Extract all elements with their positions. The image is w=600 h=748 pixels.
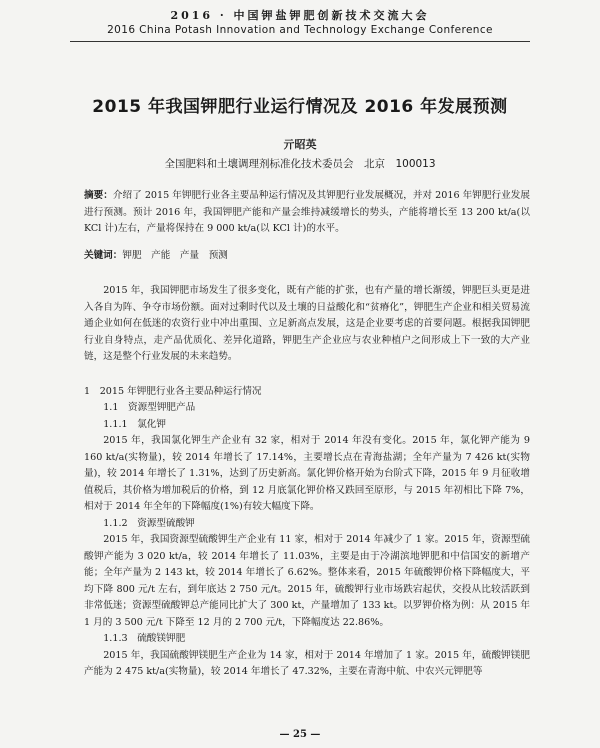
author-affiliation: 全国肥料和土壤调理剂标准化技术委员会 北京 100013 — [164, 158, 436, 170]
paragraph-potassium-chloride: 2015 年，我国氯化钾生产企业有 32 家，相对于 2014 年没有变化。2015 年，氯化钾产能为 9 160 kt/a(实物量)，较 2014 年增长了 17.14%，主要增长点在青海盐湖；全年产量为 7 426 kt(实物量)，较 2014 年增长了 1.31%，达到了历史新高。氯化钾价格开始为台阶式下降，2015 年 9 月征收增值税后，其价格为增加税后的价格，到 12 月底氯化钾价格又跌回至原形，与 2015 年初相比下降 7%，相对于 2014 年全年的下降幅度(1%)有较大幅度下降。 — [84, 435, 530, 512]
page-number: — 25 — — [279, 729, 321, 740]
conference-title-en: 2016 China Potash Innovation and Technology Exchange Conference — [107, 24, 493, 36]
header-divider — [70, 41, 530, 42]
subsection-heading-1-1-3: 1.1.3 硫酸镁钾肥 — [103, 633, 186, 644]
intro-paragraph: 2015 年，我国钾肥市场发生了很多变化，既有产能的扩张，也有产量的增长渐缓，钾肥巨头更是进入各自为阵、争夺市场份额。面对过剩时代以及土壤的日益酸化和“贫瘠化”，钾肥生产企业和相关贸易流通企业如何在低迷的农资行业中冲出重围、立足新高点发展，这是企业要考虑的首要问题。根据我国钾肥行业自身特点，走产品优质化、差异化道路，钾肥生产企业应与农业种植户之间形成上下一致的大产业链，这是整个行业发展的未来趋势。 — [84, 285, 530, 362]
abstract-text: 介绍了 2015 年钾肥行业各主要品种运行情况及其钾肥行业发展概况，并对 2016 年钾肥行业发展进行预测。预计 2016 年，我国钾肥产能和产量会维持减缓增长的势头，产能将增长至 13 200 kt/a(以 KCl 计)左右，产量将保持在 9 000 kt/a(以 KCl 计)的水平。 — [84, 190, 531, 234]
abstract-label: 摘要： — [84, 190, 113, 201]
article-title: 2015 年我国钾肥行业运行情况及 2016 年发展预测 — [92, 97, 508, 117]
paragraph-potassium-sulfate: 2015 年，我国资源型硫酸钾生产企业有 11 家，相对于 2014 年减少了 1 家。2015 年，资源型硫酸钾产能为 3 020 kt/a，较 2014 年增长了 11.03%，主要是由于冷湖滨地钾肥和中信国安的新增产能；全年产量为 2 143 kt，较 2014 年增长了 6.62%。整体来看，2015 年硫酸钾价格下降幅度大，平均下降 800 元/t 左右，到年底达 2 750 元/t。2015 年，硫酸钾行业市场跌宕起伏，交投从比较活跃到非常低迷；资源型硫酸钾总产能同比扩大了 300 kt，产量增加了 133 kt。以罗钾价格为例：从 2015 年 1 月的 3 500 元/t 下降至 12 月的 2 700 元/t，下降幅度达 22.86%。 — [84, 534, 530, 628]
paragraph-potassium-magnesium-sulfate: 2015 年，我国硫酸钾镁肥生产企业为 14 家，相对于 2014 年增加了 1 家。2015 年，硫酸钾镁肥产能为 2 475 kt/a(实物量)，较 2014 年增长了 47.32%，主要在青海中航、中农兴元钾肥等 — [84, 649, 530, 677]
conference-title-cn: 2016 · 中国钾盐钾肥创新技术交流大会 — [170, 9, 430, 22]
article-author: 亓昭英 — [283, 138, 317, 151]
subsection-heading-1-1-2: 1.1.2 资源型硫酸钾 — [103, 517, 195, 529]
section-heading-1: 1 2015 年钾肥行业各主要品种运行情况 — [84, 385, 262, 397]
subsection-heading-1-1-1: 1.1.1 氯化钾 — [103, 418, 166, 430]
keywords-text: 钾肥 产能 产量 预测 — [122, 250, 228, 261]
keywords-label: 关键词： — [84, 250, 123, 261]
subsection-heading-1-1: 1.1 资源型钾肥产品 — [103, 402, 196, 413]
abstract — [84, 188, 530, 238]
keywords — [84, 247, 530, 261]
article-body — [84, 283, 530, 681]
